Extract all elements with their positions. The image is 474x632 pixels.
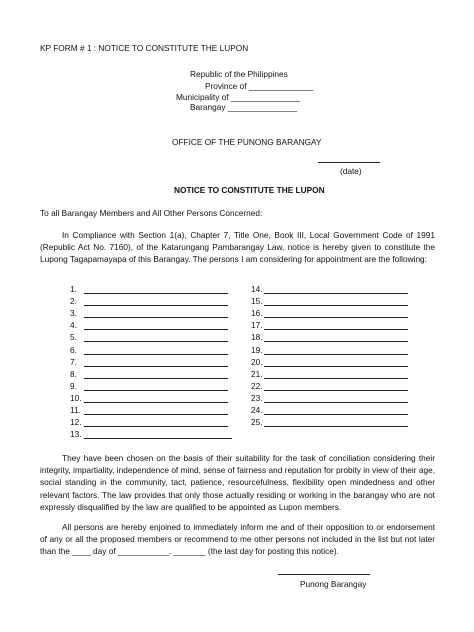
appointee-number: 2. [70,296,77,307]
municipality-label: Municipality of [176,92,229,102]
appointee-number: 20. [251,356,263,367]
province-blank: ______________ [248,81,314,91]
appointee-number: 22. [251,380,263,391]
province-line [205,81,313,92]
signatory-label: Punong Barangay [300,579,367,589]
opposition-paragraph: All persons are hereby enjoined to immediately inform me and of their opposition to or endorsement of any or all the proposed members or recommend to me other persons not included in the list but not later than the ____ day of ___________, _______ (the last day for posting this notice). [40,522,435,557]
appointee-name-blank[interactable] [264,354,408,355]
barangay-line [190,102,297,113]
appointee-number: 13. [70,429,82,440]
appointee-name-blank[interactable] [84,317,228,318]
appointee-number: 19. [251,344,263,355]
appointee-name-blank[interactable] [264,378,408,379]
appointee-name-blank[interactable] [84,414,228,415]
country-name: Republic of the Philippines [190,69,288,79]
form-title: KP FORM # 1 : NOTICE TO CONSTITUTE THE LUPON [40,43,249,53]
appointee-name-blank[interactable] [84,426,228,427]
appointee-number: 25. [251,417,263,428]
appointee-number: 17. [251,320,263,331]
appointee-name-blank[interactable] [264,305,408,306]
appointee-number: 9. [70,380,77,391]
notice-title: NOTICE TO CONSTITUTE THE LUPON [174,185,325,195]
appointee-name-blank[interactable] [84,305,228,306]
province-label: Province of [205,81,247,91]
appointee-name-blank[interactable] [84,402,228,403]
appointee-number: 14. [251,284,263,294]
date-signature-line [318,162,380,163]
appointee-name-blank[interactable] [264,341,408,342]
appointee-name-blank[interactable] [264,317,408,318]
barangay-blank: _______________ [227,102,298,112]
appointee-name-blank[interactable] [84,390,228,391]
appointee-name-blank[interactable] [264,402,408,403]
date-label: (date) [340,166,362,176]
appointee-name-blank[interactable] [84,293,228,294]
appointee-number: 15. [251,296,263,307]
appointee-number: 5. [70,332,77,343]
appointee-name-blank[interactable] [84,354,228,355]
municipality-blank: _______________ [230,92,301,102]
appointee-number: 7. [70,356,77,367]
appointee-number: 23. [251,392,263,403]
suitability-paragraph: They have been chosen on the basis of their suitability for the task of conciliation considering their integrity, impartiality, independence of mind, sense of fairness and reputation for probity in view of their age, social standing in the community, tact, patience, resourcefulness, flexibility open mindedness and other relevant factors. The law provides that only those actually residing or working in the barangay who are not expressly disqualified by the law are qualified to be appointed as Lupon members. [40,453,435,512]
appointee-name-blank[interactable] [264,293,408,294]
appointee-name-blank[interactable] [84,438,232,439]
appointee-name-blank[interactable] [264,366,408,367]
appointee-name-blank[interactable] [84,329,228,330]
salutation: To all Barangay Members and All Other Persons Concerned: [40,208,263,218]
appointee-number: 8. [70,368,77,379]
appointee-number: 3. [70,308,77,319]
barangay-label: Barangay [190,102,226,112]
office-title: OFFICE OF THE PUNONG BARANGAY [172,137,322,147]
appointee-name-blank[interactable] [84,366,228,367]
appointee-number: 1. [70,284,77,294]
appointee-number: 21. [251,368,263,379]
appointee-name-blank[interactable] [264,329,408,330]
appointee-number: 11. [70,405,81,415]
appointee-number: 12. [70,417,82,428]
appointee-name-blank[interactable] [84,341,228,342]
appointee-number: 6. [70,344,77,355]
appointee-number: 10. [70,392,82,403]
signature-line [278,574,370,575]
appointee-number: 18. [251,332,263,343]
appointee-number: 16. [251,308,263,319]
appointee-name-blank[interactable] [264,414,408,415]
appointee-number: 24. [251,405,263,415]
appointee-number: 4. [70,320,77,331]
appointee-name-blank[interactable] [264,426,408,427]
appointee-name-blank[interactable] [84,378,228,379]
compliance-paragraph: In Compliance with Section 1(a), Chapter 7, Title One, Book III, Local Government Code of 1991 (Republic Act No. 7160), of the Katarungang Pambarangay Law, notice is hereby given to constitute the Lupong Tagapamayapa of this Barangay. The persons I am considering for appointment are the following: [40,230,435,265]
appointee-name-blank[interactable] [264,390,408,391]
